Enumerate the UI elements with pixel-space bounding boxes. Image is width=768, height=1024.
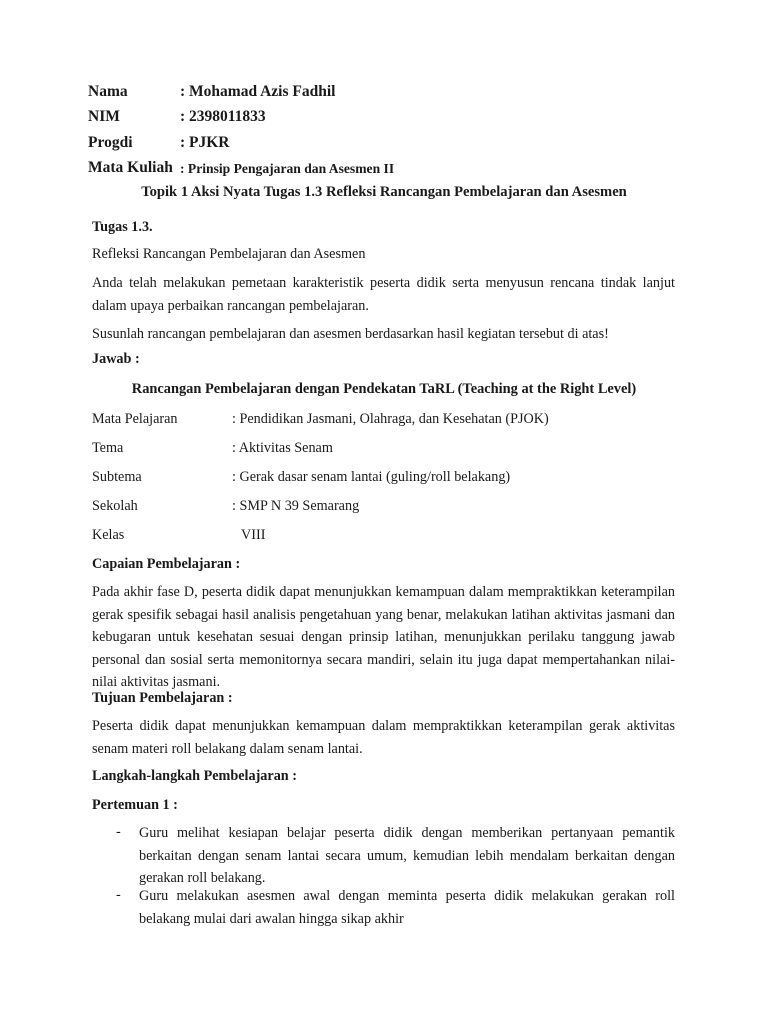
list-item: Guru melakukan asesmen awal dengan meminta peserta didik melakukan gerakan roll belakang mulai dari awalan hingga sikap akhir bbox=[139, 888, 675, 927]
detail-value-subtema: : Gerak dasar senam lantai (guling/roll belakang) bbox=[232, 469, 511, 485]
identity-label-mata-kuliah: Mata Kuliah bbox=[88, 159, 173, 176]
identity-value-progdi: : PJKR bbox=[180, 134, 230, 151]
detail-value-mata-pelajaran: : Pendidikan Jasmani, Olahraga, dan Kesehatan (PJOK) bbox=[232, 411, 549, 427]
task-heading: Tugas 1.3. bbox=[92, 219, 153, 235]
detail-label-kelas: Kelas bbox=[92, 527, 125, 543]
detail-label-tema: Tema bbox=[92, 440, 124, 456]
task-subtitle: Refleksi Rancangan Pembelajaran dan Asesmen bbox=[92, 246, 366, 262]
answer-heading: Jawab : bbox=[92, 351, 140, 367]
detail-label-subtema: Subtema bbox=[92, 469, 142, 485]
task-paragraph-2: Susunlah rancangan pembelajaran dan asesmen berdasarkan hasil kegiatan tersebut di atas! bbox=[92, 326, 609, 342]
tp-heading: Tujuan Pembelajaran : bbox=[92, 690, 233, 706]
identity-value-mata-kuliah: : Prinsip Pengajaran dan Asesmen II bbox=[180, 161, 395, 176]
meeting-heading: Pertemuan 1 : bbox=[92, 797, 178, 813]
identity-value-nim: : 2398011833 bbox=[180, 108, 266, 125]
identity-value-nama: : Mohamad Azis Fadhil bbox=[180, 83, 336, 100]
topic-title: Topik 1 Aksi Nyata Tugas 1.3 Refleksi Rancangan Pembelajaran dan Asesmen bbox=[141, 184, 627, 200]
detail-value-sekolah: : SMP N 39 Semarang bbox=[232, 498, 360, 514]
bullet-marker: - bbox=[116, 824, 121, 840]
steps-heading: Langkah-langkah Pembelajaran : bbox=[92, 768, 297, 784]
detail-label-mata-pelajaran: Mata Pelajaran bbox=[92, 411, 178, 427]
cp-heading: Capaian Pembelajaran : bbox=[92, 556, 241, 572]
tp-text: Peserta didik dapat menunjukkan kemampuan dalam mempraktikkan keterampilan gerak aktivitas senam materi roll belakang dalam senam lantai. bbox=[92, 718, 675, 757]
identity-label-nim: NIM bbox=[88, 108, 120, 125]
identity-label-progdi: Progdi bbox=[88, 134, 133, 151]
identity-label-nama: Nama bbox=[88, 83, 128, 100]
detail-label-sekolah: Sekolah bbox=[92, 498, 138, 514]
list-item: Guru melihat kesiapan belajar peserta didik dengan memberikan pertanyaan pemantik berkaitan dengan senam lantai secara umum, kemudian lebih mendalam berkaitan dengan gerakan roll belakang. bbox=[139, 825, 675, 887]
bullet-marker: - bbox=[116, 887, 121, 903]
cp-text: Pada akhir fase D, peserta didik dapat menunjukkan kemampuan dalam mempraktikkan keterampilan gerak spesifik sebagai hasil analisis pengetahuan yang benar, melakukan latihan aktivitas jasmani dan kebugaran untuk kesehatan sesuai dengan prinsip latihan, menunjukkan perilaku tanggung jawab personal dan sosial serta memonitornya secara mandiri, selain itu juga dapat mempertahankan nilai-nilai aktivitas jasmani. bbox=[92, 584, 675, 691]
plan-title: Rancangan Pembelajaran dengan Pendekatan TaRL (Teaching at the Right Level) bbox=[131, 381, 637, 397]
detail-value-kelas: VIII bbox=[241, 527, 266, 543]
task-paragraph-1: Anda telah melakukan pemetaan karakteristik peserta didik serta menyusun rencana tindak lanjut dalam upaya perbaikan rancangan pembelajaran. bbox=[92, 275, 675, 314]
detail-value-tema: : Aktivitas Senam bbox=[232, 440, 333, 456]
